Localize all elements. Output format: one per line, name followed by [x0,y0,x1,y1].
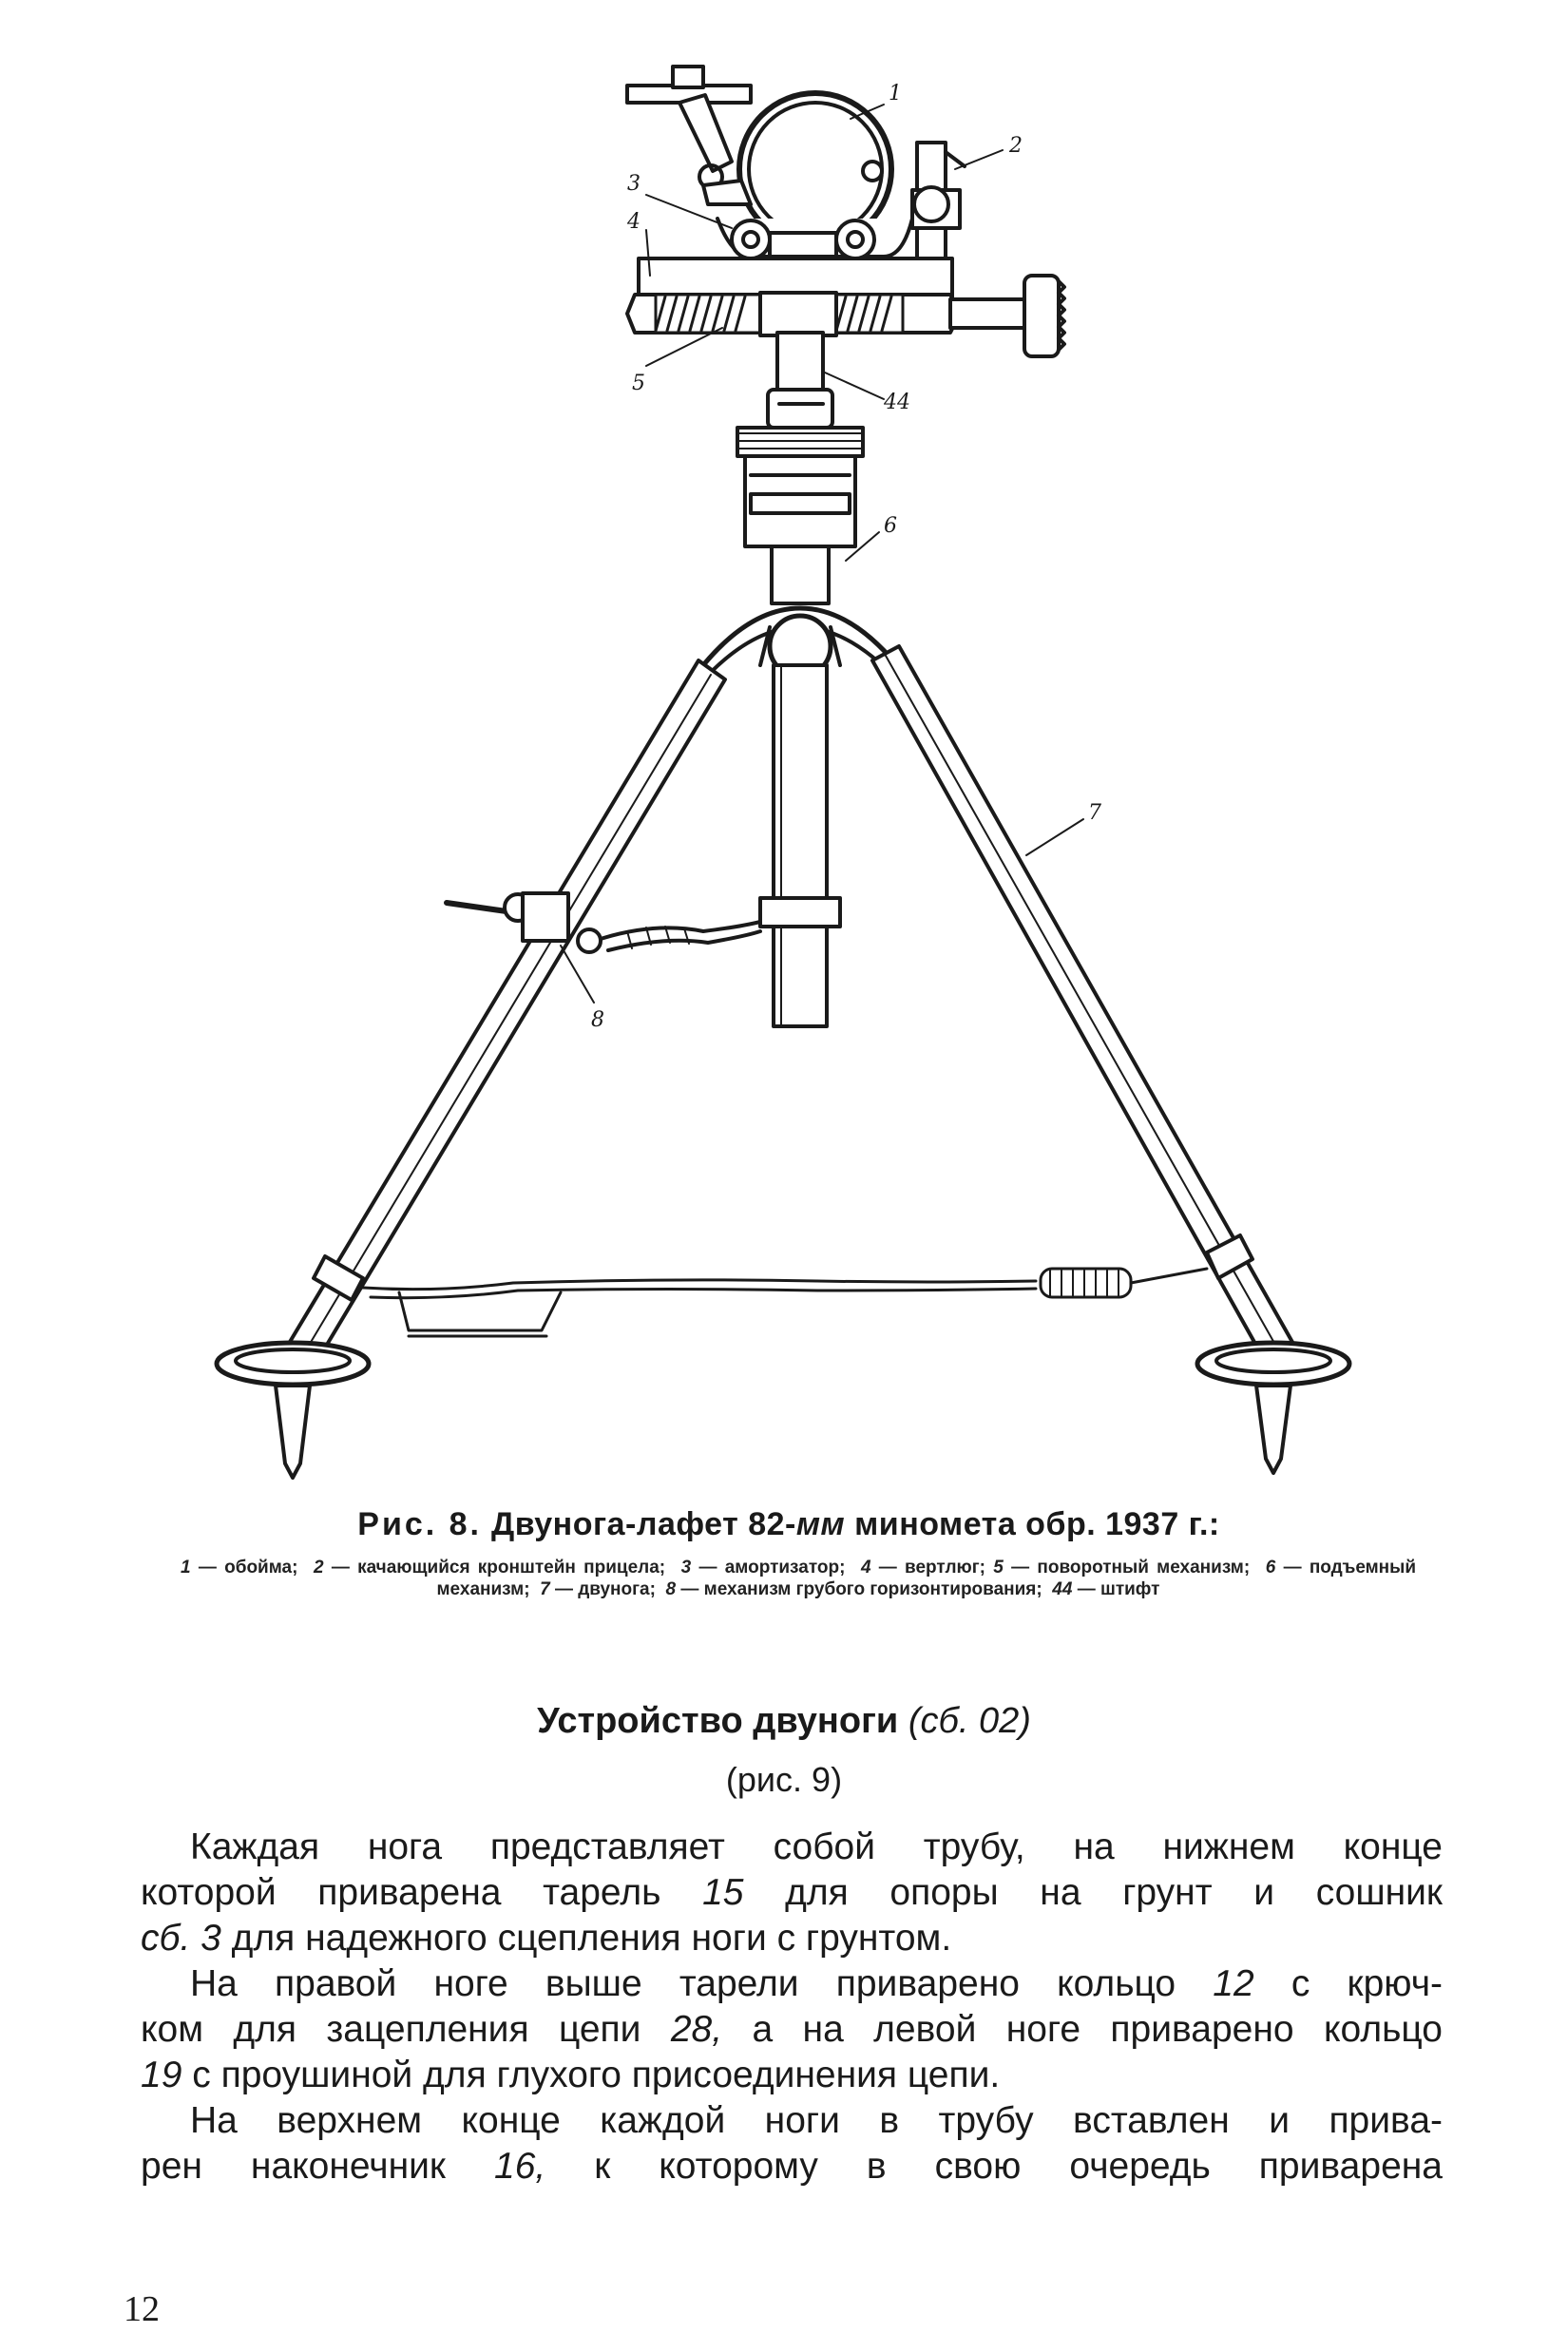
body-text [141,1825,1443,2189]
right-leg [872,646,1302,1376]
reference-number: 15 [702,1872,744,1913]
legend-item: 1 — обойма; [181,1558,298,1578]
text-line: На верхнем конце каждой ноги в трубу вставлен и прива- [190,2100,1443,2141]
shock-absorber [717,219,912,258]
reference-number: 19 [141,2055,182,2095]
clamp-crank-handle [627,67,751,188]
section-heading [0,1701,1568,1742]
figure-caption-title [171,1506,1406,1543]
paragraph-1 [141,1825,1443,1961]
swivel-pin [768,333,832,428]
section-heading-text: Устройство двуноги [537,1701,899,1741]
traverse-screw [656,293,903,335]
legend-item: 7 — двунога; [540,1579,656,1599]
text-line: 19 с проушиной для глухого присоединения цепи. [141,2055,1001,2095]
legend-item: 6 — подъемный механизм; [436,1558,1417,1599]
paragraph-2 [141,1961,1443,2098]
left-foot [217,1343,369,1478]
center-column [760,665,840,1026]
reference-number: 28, [670,2009,723,2050]
legend-item: 3 — амортизатор; [680,1558,846,1578]
reference-number: сб. 3 [141,1918,221,1959]
paragraph-3 [141,2098,1443,2189]
legend-item: 8 — механизм грубого горизонтирования; [665,1579,1042,1599]
elevating-mechanism [737,428,863,603]
legend-item: 5 — поворотный механизм; [993,1558,1251,1578]
legend-item: 44 — штифт [1052,1579,1160,1599]
leg-chain [363,1269,1207,1336]
page-number: 12 [124,2289,160,2329]
legend-item: 2 — качающийся кронштейн прицела; [313,1558,666,1578]
figure-caption-tail: миномета обр. 1937 г.: [854,1506,1220,1542]
callout-2: 2 [1009,134,1023,158]
reference-number: 16, [494,2146,546,2187]
legend-item: 4 — вертлюг; [860,1558,985,1578]
figure-caption-text: Двунога-лафет 82- [490,1506,796,1542]
figure-caption-unit: мм [795,1506,846,1542]
callout-5: 5 [632,372,645,395]
callout-8: 8 [591,1008,604,1032]
figure-legend [181,1557,1416,1600]
callout-4: 4 [627,210,641,234]
right-foot [1197,1343,1349,1473]
text-line: которой приварена тарель 15 для опоры на грунт и сошник [141,1872,1443,1913]
sight-bracket [912,143,965,266]
callout-7: 7 [1088,801,1101,825]
text-line: Каждая нога представляет собой трубу, на нижнем конце [190,1826,1443,1867]
figure-caption-lead: Рис. 8. [357,1506,483,1542]
traverse-handwheel [950,276,1064,356]
text-line: На правой ноге выше тарели приварено кольцо 12 с крюч- [190,1963,1444,2004]
text-line: ком для зацепления цепи 28, а на левой ноге приварено кольцо [141,2009,1443,2050]
left-leg [290,660,725,1359]
text-line: рен наконечник 16, к которому в свою очередь приварена [141,2146,1443,2187]
callout-1: 1 [889,82,902,105]
callout-3: 3 [627,172,641,196]
section-heading-code: (сб. 02) [908,1701,1031,1741]
coarse-leveling-mechanism [447,893,760,952]
reference-number: 12 [1213,1963,1254,2004]
section-subheading: (рис. 9) [725,1760,843,1799]
callout-44: 44 [884,391,910,414]
callout-6: 6 [884,514,897,538]
text-line: сб. 3 для надежного сцепления ноги с грунтом. [141,1918,952,1959]
